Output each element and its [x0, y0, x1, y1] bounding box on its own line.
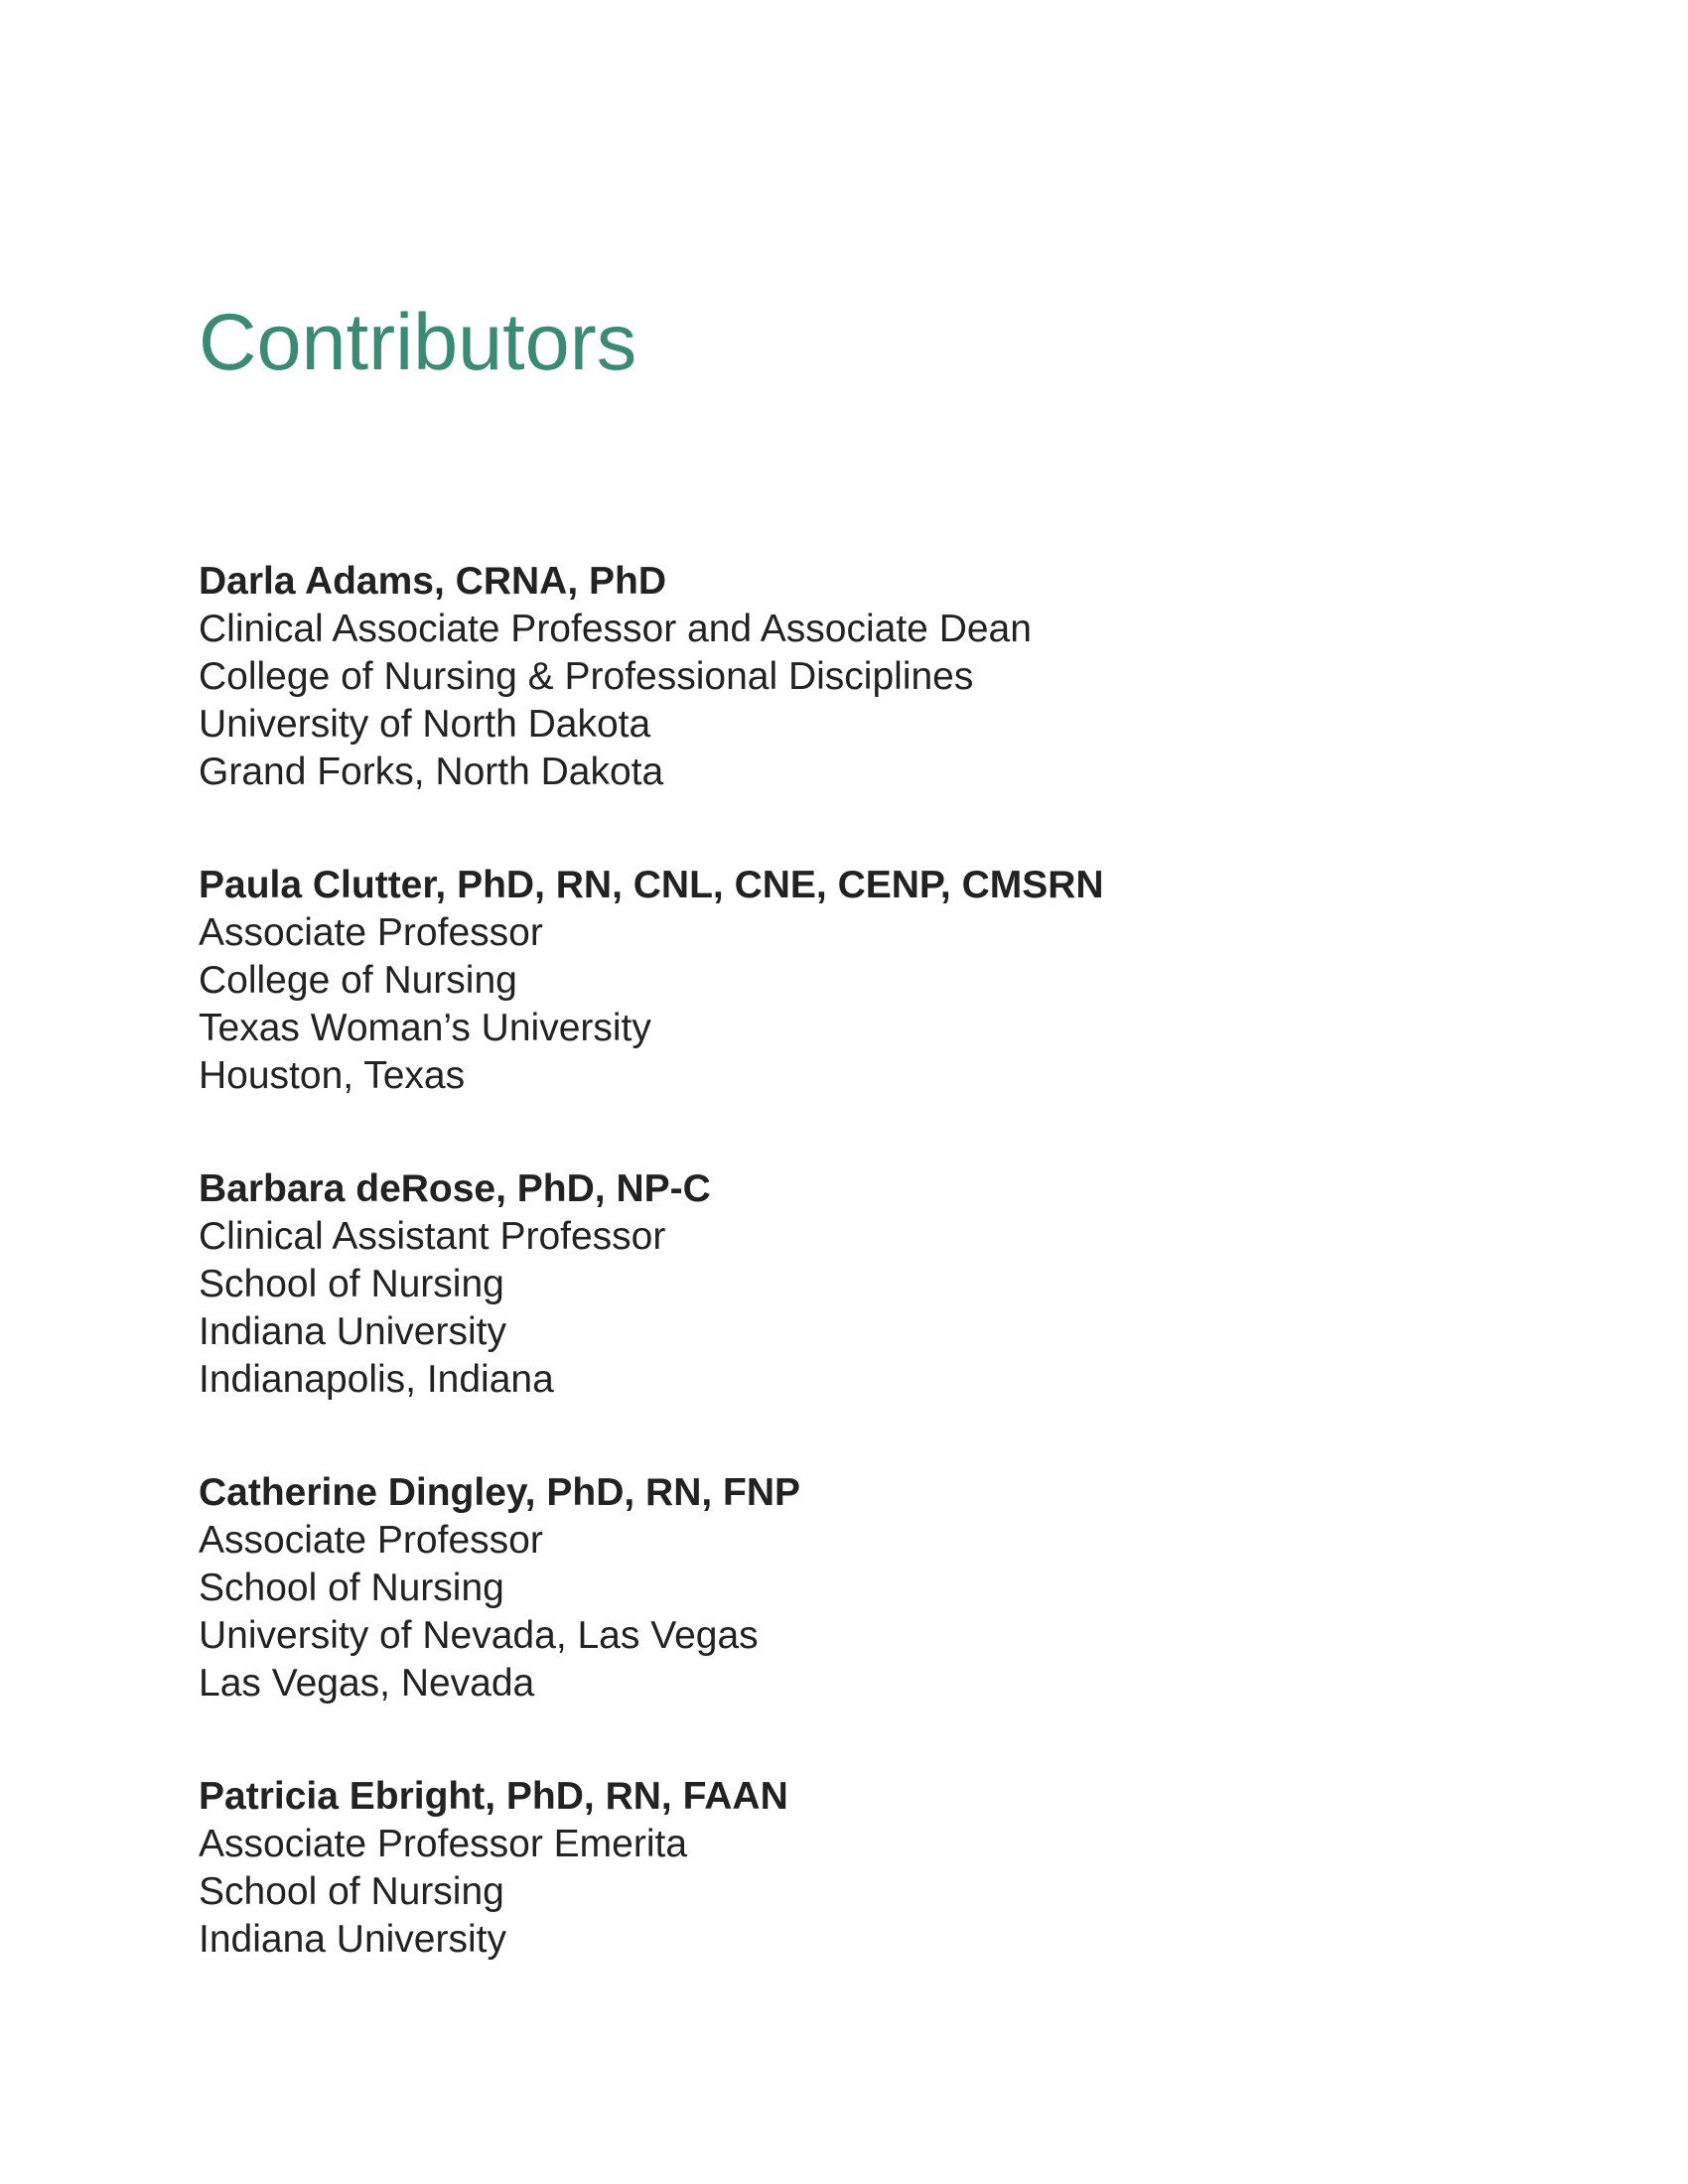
contributor-title: Clinical Associate Professor and Associate Dean	[199, 608, 1032, 650]
contributor-title: Associate Professor	[199, 1519, 543, 1562]
contributor-location: Houston, Texas	[199, 1054, 466, 1097]
contributor-list	[199, 558, 1489, 2029]
contributor-entry	[199, 862, 1489, 1100]
contributor-entry	[199, 1469, 1489, 1707]
contributor-location: Indianapolis, Indiana	[199, 1358, 554, 1401]
contributor-location: Las Vegas, Nevada	[199, 1662, 535, 1705]
contributor-name: Barbara deRose, PhD, NP-C	[199, 1167, 711, 1210]
page-title: Contributors	[199, 298, 637, 387]
contributor-location: Grand Forks, North Dakota	[199, 751, 664, 793]
contributor-department: College of Nursing	[199, 959, 517, 1002]
contributor-entry	[199, 1165, 1489, 1404]
contributor-department: School of Nursing	[199, 1263, 504, 1305]
contributor-department: School of Nursing	[199, 1870, 504, 1913]
contributor-name: Darla Adams, CRNA, PhD	[199, 560, 666, 603]
contributor-institution: Indiana University	[199, 1310, 506, 1353]
contributor-title: Clinical Assistant Professor	[199, 1215, 666, 1258]
contributor-department: School of Nursing	[199, 1567, 504, 1609]
contributor-entry	[199, 558, 1489, 796]
contributor-institution: University of Nevada, Las Vegas	[199, 1614, 759, 1657]
contributor-name: Paula Clutter, PhD, RN, CNL, CNE, CENP, CMSRN	[199, 864, 1104, 906]
contributor-institution: Texas Woman’s University	[199, 1007, 651, 1049]
contributor-title: Associate Professor Emerita	[199, 1823, 688, 1865]
contributor-entry	[199, 1773, 1489, 1964]
contributor-institution: University of North Dakota	[199, 703, 651, 746]
contributor-name: Patricia Ebright, PhD, RN, FAAN	[199, 1775, 788, 1818]
contributor-name: Catherine Dingley, PhD, RN, FNP	[199, 1471, 801, 1514]
contributor-title: Associate Professor	[199, 911, 543, 954]
contributor-department: College of Nursing & Professional Disciplines	[199, 655, 974, 698]
contributor-institution: Indiana University	[199, 1918, 506, 1961]
